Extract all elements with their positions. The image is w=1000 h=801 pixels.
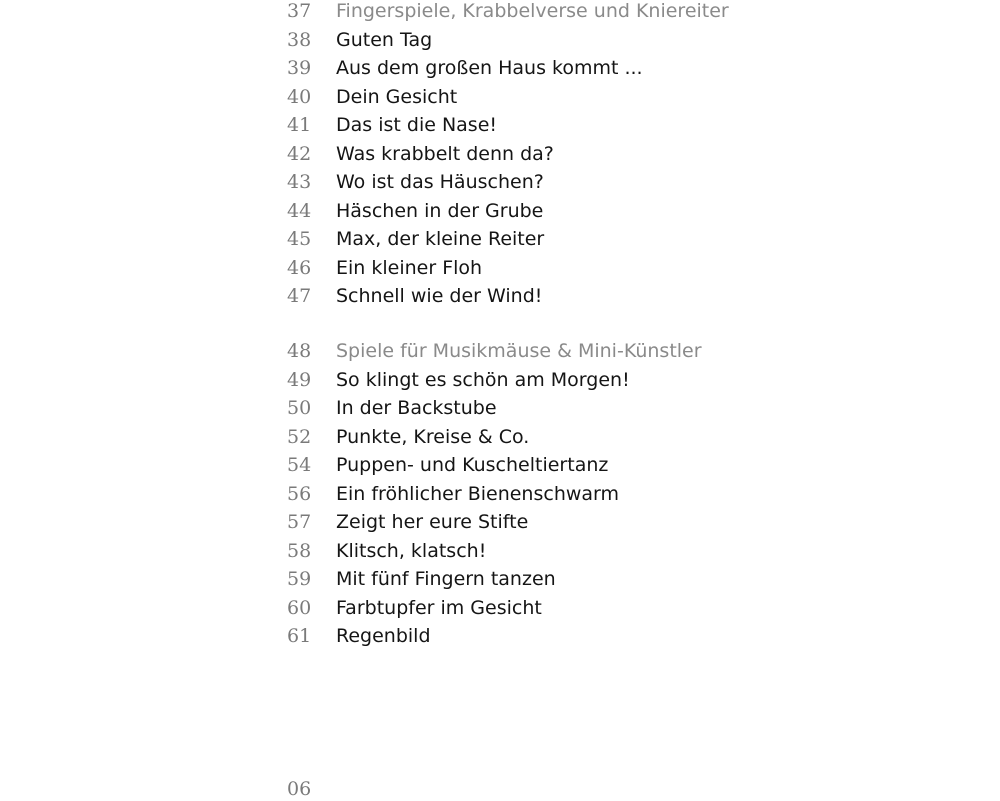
toc-entry-title: So klingt es schön am Morgen! [336, 368, 630, 391]
toc-page-number: 38 [287, 28, 312, 51]
toc-entry [0, 397, 1000, 426]
toc-entry-title: Farbtupfer im Gesicht [336, 596, 542, 619]
toc-entry [0, 483, 1000, 512]
toc-page-number: 54 [287, 454, 312, 476]
toc-entry-title: Zeigt her eure Stifte [336, 511, 529, 533]
toc-page-number: 50 [287, 397, 312, 419]
toc-entry-title: Klitsch, klatsch! [336, 539, 487, 562]
toc-entry [0, 369, 1000, 398]
toc-entry-title: Guten Tag [336, 28, 433, 51]
toc-page-number: 40 [287, 85, 312, 108]
toc-entry-title: Wo ist das Häuschen? [336, 171, 544, 193]
toc-entry-title: Dein Gesicht [336, 85, 458, 108]
toc-section-heading [0, 0, 1000, 29]
toc-entry [0, 454, 1000, 483]
toc-section-musik [0, 340, 1000, 654]
toc-section-heading [0, 340, 1000, 369]
toc-page-number: 37 [287, 0, 312, 22]
toc-entry-title: Punkte, Kreise & Co. [336, 425, 530, 448]
toc-page-number: 46 [287, 256, 312, 279]
toc-entry-title: In der Backstube [336, 397, 497, 419]
toc-entry [0, 171, 1000, 200]
toc-page-number: 41 [287, 114, 312, 136]
toc-entry [0, 257, 1000, 286]
toc-entry [0, 228, 1000, 257]
toc-entry [0, 114, 1000, 143]
toc-entry [0, 511, 1000, 540]
toc-entry-title: Was krabbelt denn da? [336, 142, 554, 165]
toc-page-number: 44 [287, 199, 312, 222]
toc-entry-title: Max, der kleine Reiter [336, 228, 545, 250]
toc-page-number: 39 [287, 57, 312, 79]
toc-page-number: 47 [287, 285, 312, 307]
toc-entry-title: Puppen- und Kuscheltiertanz [336, 454, 609, 476]
toc-page-number: 60 [287, 596, 312, 619]
toc-entry [0, 86, 1000, 115]
toc-page-number: 48 [287, 340, 312, 362]
toc-section-fingerspiele [0, 0, 1000, 314]
toc-page-number: 58 [287, 539, 312, 562]
toc-section-title: Fingerspiele, Krabbelverse und Kniereiter [336, 0, 729, 22]
toc-entry-title: Regenbild [336, 625, 431, 647]
toc-entry [0, 597, 1000, 626]
toc-entry [0, 29, 1000, 58]
toc-page-number: 49 [287, 368, 312, 391]
toc-page-number: 56 [287, 482, 312, 505]
toc-entry [0, 540, 1000, 569]
toc-page-number: 43 [287, 171, 312, 193]
toc-page-number: 57 [287, 511, 312, 533]
toc-entry-title: Aus dem großen Haus kommt ... [336, 57, 643, 79]
toc-entry [0, 200, 1000, 229]
toc-entry [0, 57, 1000, 86]
toc-entry [0, 285, 1000, 314]
toc-entry [0, 426, 1000, 455]
toc-entry-title: Ein fröhlicher Bienenschwarm [336, 482, 620, 505]
toc-page-number: 61 [287, 625, 312, 647]
page-number: 06 [287, 778, 312, 800]
toc-entry-title: Schnell wie der Wind! [336, 285, 543, 307]
toc-entry [0, 568, 1000, 597]
toc-entry [0, 143, 1000, 172]
toc-entry-title: Mit fünf Fingern tanzen [336, 568, 556, 590]
toc-page-number: 42 [287, 142, 312, 165]
toc-entry-title: Häschen in der Grube [336, 199, 544, 222]
toc-section-title: Spiele für Musikmäuse & Mini-Künstler [336, 340, 702, 362]
toc-entry-title: Ein kleiner Floh [336, 256, 483, 279]
toc-page-number: 45 [287, 228, 312, 250]
toc-entry-title: Das ist die Nase! [336, 114, 498, 136]
toc-page-number: 59 [287, 568, 312, 590]
toc-entry [0, 625, 1000, 654]
toc-page-number: 52 [287, 425, 312, 448]
